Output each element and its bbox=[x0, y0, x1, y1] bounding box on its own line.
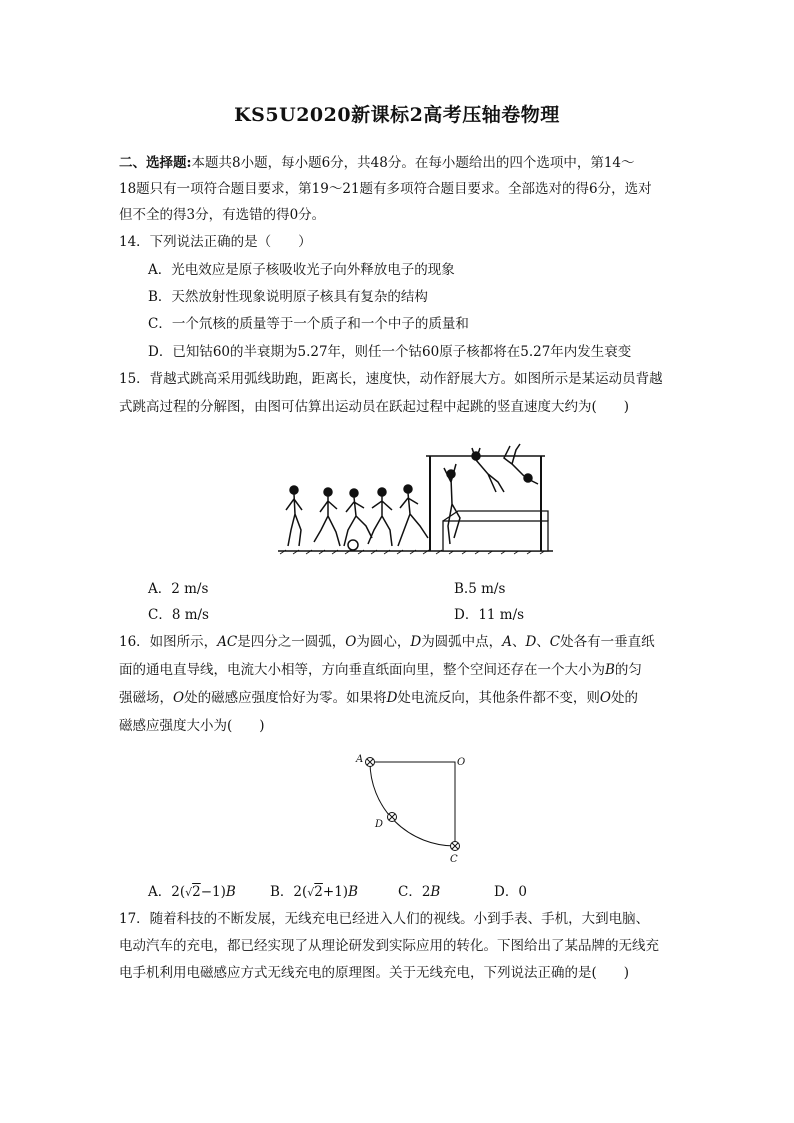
q16-stem-line-4: 磁感应强度大小为( ) bbox=[119, 718, 265, 734]
q14-stem: 14．下列说法正确的是（ ） bbox=[119, 234, 312, 250]
label-c: C bbox=[450, 854, 458, 865]
exam-title: KS5U2020新课标2高考压轴卷物理 bbox=[234, 104, 560, 126]
q14-option-b: B．天然放射性现象说明原子核具有复杂的结构 bbox=[148, 289, 428, 305]
q16-option-a: A．2(√2−1)B bbox=[148, 884, 236, 900]
q16-option-c: C．2B bbox=[398, 884, 441, 900]
section-heading: 二、选择题: bbox=[119, 155, 192, 171]
q14-option-d: D．已知钴60的半衰期为5.27年，则任一个钴60原子核都将在5.27年内发生衰变 bbox=[148, 344, 632, 360]
wire-a-into-page bbox=[366, 758, 375, 767]
label-a: A bbox=[356, 754, 364, 765]
wire-c-into-page bbox=[451, 842, 460, 851]
section-instructions-line-1: 二、选择题:本题共8小题，每小题6分，共48分。在每小题给出的四个选项中，第14～ bbox=[119, 155, 635, 171]
label-o: O bbox=[457, 757, 466, 768]
q16-stem-line-1: 16．如图所示，AC是四分之一圆弧，O为圆心，D为圆弧中点，A、D、C处各有一垂直纸 bbox=[119, 634, 655, 650]
section-instructions-line-3: 但不全的得3分，有选错的得0分。 bbox=[119, 207, 326, 223]
q16-option-d: D．0 bbox=[494, 884, 527, 900]
q15-option-b: B.5 m/s bbox=[454, 581, 506, 597]
q15-option-d: D．11 m/s bbox=[454, 607, 525, 623]
q17-stem-line-1: 17．随着科技的不断发展，无线充电已经进入人们的视线。小到手表、手机，大到电脑、 bbox=[119, 911, 650, 927]
q16-option-b: B．2(√2+1)B bbox=[270, 884, 358, 900]
label-d: D bbox=[375, 819, 384, 830]
high-jump-figure bbox=[258, 426, 563, 571]
q15-stem-line-1: 15．背越式跳高采用弧线助跑，距离长，速度快，动作舒展大方。如图所示是某运动员背越 bbox=[119, 371, 663, 387]
q15-option-a: A．2 m/s bbox=[148, 581, 209, 597]
q14-option-a: A．光电效应是原子核吸收光子向外释放电子的现象 bbox=[148, 262, 455, 278]
q16-stem-line-3: 强磁场，O处的磁感应强度恰好为零。如果将D处电流反向，其他条件都不变，则O处的 bbox=[119, 690, 638, 706]
q17-stem-line-3: 电手机利用电磁感应方式无线充电的原理图。关于无线充电，下列说法正确的是( ) bbox=[119, 965, 630, 981]
section-instructions-line-2: 18题只有一项符合题目要求，第19～21题有多项符合题目要求。全部选对的得6分，选对 bbox=[119, 181, 652, 197]
q17-stem-line-2: 电动汽车的充电，都已经实现了从理论研发到实际应用的转化。下图给出了某品牌的无线充 bbox=[119, 938, 659, 954]
q16-stem-line-2: 面的通电直导线，电流大小相等，方向垂直纸面向里，整个空间还存在一个大小为B的匀 bbox=[119, 662, 642, 678]
quarter-arc-figure bbox=[350, 748, 480, 870]
q15-stem-line-2: 式跳高过程的分解图，由图可估算出运动员在跃起过程中起跳的竖直速度大约为( ) bbox=[119, 399, 630, 415]
q15-option-c: C．8 m/s bbox=[148, 607, 209, 623]
q14-option-c: C．一个氘核的质量等于一个质子和一个中子的质量和 bbox=[148, 316, 469, 332]
wire-d-into-page bbox=[388, 813, 397, 822]
